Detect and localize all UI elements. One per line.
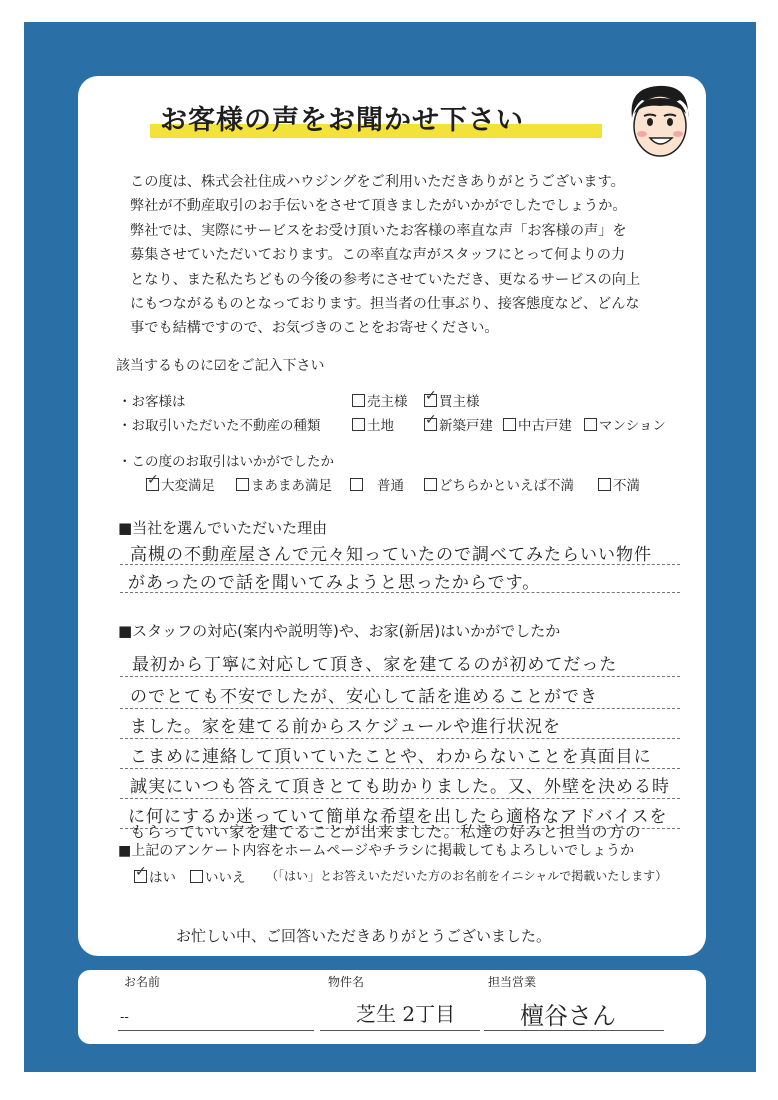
reason-heading: ■当社を選んでいただいた理由	[118, 519, 328, 537]
answer-rule	[120, 708, 680, 709]
answer-rule	[120, 676, 680, 677]
satisfaction-label: ・この度のお取引はいかがでしたか	[118, 454, 334, 470]
answer-rule	[120, 564, 680, 565]
staff-answer-line: ました。家を建てる前からスケジュールや進行状況を	[130, 717, 561, 737]
checkbox-box[interactable]	[424, 394, 437, 407]
reason-answer-line: 高槻の不動産屋さんで元々知っていたので調べてみたらいい物件	[130, 545, 652, 565]
answer-rule	[120, 738, 680, 739]
checkbox-mansion[interactable]: マンション	[584, 414, 666, 434]
title-block	[150, 98, 610, 144]
check-instruction: 該当するものに☑をご記入下さい	[116, 358, 325, 374]
checkbox-yes[interactable]: ✓はい	[134, 866, 176, 886]
staff-answer-line: 最初から丁寧に対応して頂き、家を建てるのが初めてだった	[132, 655, 618, 675]
answer-rule	[120, 768, 680, 769]
checkbox-used-house[interactable]: 中古戸建	[503, 414, 572, 434]
permission-note: （「はい」とお答えいただいた方のお名前をイニシャルで掲載いたします）	[266, 869, 668, 883]
intro-text	[130, 170, 670, 341]
intro-line: 弊社では、実際にサービスをお受け頂いたお客様の率直な声「お客様の声」を	[130, 222, 627, 239]
staff-underline	[484, 1030, 664, 1031]
intro-line: にもつながるものとなっております。担当者の仕事ぶり、接客態度など、どんな	[130, 296, 640, 313]
intro-line: となり、また私たちどもの今後の参考にさせていただき、更なるサービスの向上	[130, 271, 641, 288]
checkbox-box[interactable]	[134, 870, 147, 883]
staff-answer-line: こまめに連絡して頂いていたことや、わからないことを真面目に	[130, 747, 652, 767]
checkbox-box[interactable]	[236, 478, 249, 491]
checkbox-box[interactable]	[352, 418, 365, 431]
checkbox-normal[interactable]: 普通	[350, 474, 404, 494]
smiling-man-icon	[620, 78, 698, 164]
checkbox-box[interactable]	[503, 418, 516, 431]
staff-answer-line: に何にするか迷っていて簡単な希望を出したら適格なアドバイスを	[128, 807, 668, 827]
checkbox-dissatisfied[interactable]: 不満	[598, 474, 640, 494]
property-type-label: ・お取引いただいた不動産の種類	[118, 418, 321, 434]
checkbox-no[interactable]: いいえ	[190, 866, 246, 886]
checkbox-box[interactable]	[424, 418, 437, 431]
intro-line: この度は、株式会社住成ハウジングをご利用いただきありがとうございます。	[130, 174, 625, 190]
checkbox-seller[interactable]: 売主様	[352, 390, 408, 410]
staff-answer-line: のでとても不安でしたが、安心して話を進めることができ	[130, 687, 598, 707]
checkbox-new-house[interactable]: ✓ 新築戸建	[424, 414, 493, 434]
property-label: 物件名	[328, 975, 365, 989]
name-label: お名前	[124, 975, 161, 989]
reason-answer-line: があったので話を聞いてみようと思ったからです。	[128, 573, 541, 593]
checkbox-somewhat-satisfied[interactable]: まあまあ満足	[236, 474, 332, 494]
checkbox-box[interactable]	[584, 418, 597, 431]
checkbox-somewhat-dissatisfied[interactable]: どちらかといえば不満	[424, 474, 574, 494]
intro-line: 事でも結構ですので、お気づきのことをお寄せください。	[130, 320, 499, 337]
answer-rule	[120, 798, 680, 799]
checkbox-box[interactable]	[352, 394, 365, 407]
staff-heading: ■スタッフの対応(案内や説明等)や、お家(新居)はいかがでしたか	[118, 622, 561, 640]
intro-line: 募集させていただいております。この率直な声がスタッフにとって何よりの力	[130, 247, 626, 264]
intro-line: 弊社が不動産取引のお手伝いをさせて頂きましたがいかがでしたでしょうか。	[130, 198, 627, 215]
name-value: --	[120, 1010, 129, 1025]
staff-answer-line: もらっていい家を建てることが出来ました。私達の好みと担当の方の	[130, 823, 642, 841]
answer-rule	[120, 592, 680, 593]
customer-type-label: ・お客様は	[118, 394, 186, 410]
page-title: お客様の声をお聞かせ下さい	[160, 105, 524, 136]
checkbox-very-satisfied[interactable]: ✓大変満足	[146, 474, 215, 494]
staff-answer-line: 誠実にいつも答えて頂きとても助かりました。又、外壁を決める時	[130, 777, 670, 797]
staff-label: 担当営業	[488, 975, 537, 989]
checkbox-box[interactable]	[424, 478, 437, 491]
name-underline	[118, 1030, 314, 1031]
thanks-message: お忙しい中、ご回答いただきありがとうございました。	[176, 927, 552, 945]
checkbox-box[interactable]	[190, 870, 203, 883]
checkbox-box[interactable]	[146, 478, 159, 491]
checkbox-land[interactable]: 土地	[352, 414, 394, 434]
property-underline	[320, 1030, 480, 1031]
staff-value: 檀谷さん	[520, 1002, 616, 1030]
checkbox-box[interactable]	[598, 478, 611, 491]
property-value: 芝生 2丁目	[356, 1002, 456, 1026]
checkbox-box[interactable]	[350, 478, 363, 491]
permission-heading: ■上記のアンケート内容をホームページやチラシに掲載してもよろしいでしょうか	[118, 843, 635, 859]
checkbox-buyer[interactable]: ✓ 買主様	[424, 390, 480, 410]
